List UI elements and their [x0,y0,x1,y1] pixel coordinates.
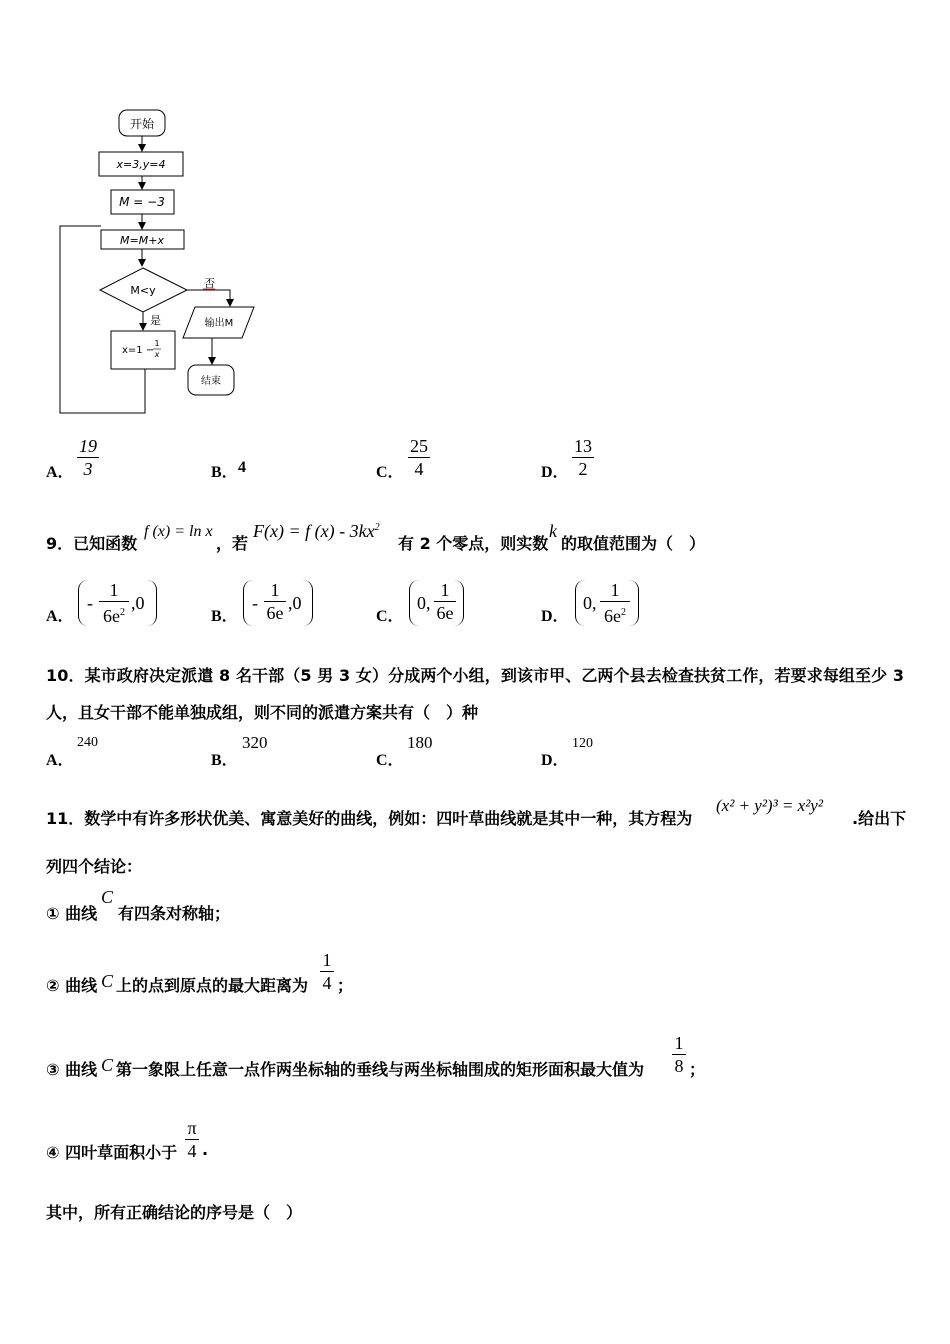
condition-label: M<y [130,284,156,297]
q11-line-2: 列四个结论： [46,857,143,876]
q8-option-c-fraction [408,436,430,479]
q9-formula-F [253,521,380,542]
q10-option-c-label: C． [376,752,404,769]
q11-conclusion-2-fraction [320,950,334,993]
q9-option-d-den [600,603,630,626]
x-update-label: x=1 − [122,345,155,356]
m-update-label: M=M+x [120,234,164,247]
q9-option-b-label: B． [211,608,238,625]
q9-option-d-head: 0, [583,593,597,613]
q9-option-d-fraction [600,580,630,626]
q8-option-c-num: 25 [410,436,428,456]
q9-option-c-den: 6e [436,603,454,623]
q9-option-b-num: 1 [270,580,280,600]
q9-option-c-head: 0, [417,593,431,613]
q11-question: 其中，所有正确结论的序号是（ ） [46,1203,303,1222]
q11-conclusion-1-prefix: ① 曲线 [46,904,98,923]
q9-option-a-label: A． [46,608,74,625]
x-update-den: x [154,350,160,359]
q11-conclusion-1-var: C [101,887,114,907]
q9-option-d-den-sup: 2 [621,607,626,618]
q9-k: k [549,521,557,541]
q9-option-d-label: D． [541,608,569,625]
q9-option-c-label: C． [376,608,404,625]
q11-conclusion-2-num: 1 [322,950,332,970]
q10-line-1: 10．某市政府决定派遣 8 名干部（5 男 3 女）分成两个小组，到该市甲、乙两个县去检查扶贫工作，若要求每组至少 3 [46,666,905,685]
q8-option-a-fraction [77,436,99,479]
q11-conclusion-4-num: π [187,1118,197,1138]
q9-option-c-fraction [434,580,456,623]
q8-option-b-label: B． [211,464,238,481]
q9-formula-f: f (x) = ln x [144,523,213,540]
q9-option-a-den [99,603,129,626]
q10-option-a-value: 240 [77,735,98,750]
q11-conclusion-2-prefix: ② 曲线 [46,976,98,995]
q11-line-1-tail: .给出下 [852,809,907,828]
q10-option-d-label: D． [541,752,569,769]
q11-conclusion-3-prefix: ③ 曲线 [46,1060,98,1079]
q11-conclusion-2-var: C [101,971,114,991]
q11-conclusion-4-end: . [202,1140,209,1159]
q8-option-c-label: C． [376,464,404,481]
q8-option-d-label: D． [541,464,569,481]
q11-conclusion-4-fraction [185,1118,199,1161]
init-label: x=3,y=4 [116,158,166,171]
q9-option-a-fraction [99,580,129,626]
q8-option-d-den: 2 [578,459,588,479]
q9-number: 9． [46,534,74,553]
q9-option-b-tail: ,0 [288,593,302,613]
q11-conclusion-2-den: 4 [322,973,332,993]
start-label: 开始 [129,117,155,131]
q9-option-d-den-base: 6e [604,606,621,626]
q8-option-c-den: 4 [414,459,424,479]
q9-text-4: 的取值范围为（ ） [561,534,706,553]
q9-option-a-num: 1 [109,580,119,600]
q11-conclusion-3-num: 1 [674,1033,684,1053]
q11-conclusion-4-den: 4 [187,1141,197,1161]
q10-option-d-value: 120 [572,736,593,751]
q9-text-2: ，若 [216,534,249,553]
flowchart [0,0,300,420]
q9-formula-F-body: F(x) = f (x) - 3kx [253,521,375,541]
q9-option-d-num: 1 [610,580,620,600]
q9-formula-F-sup: 2 [374,522,380,533]
q9-option-a-tail: ,0 [131,593,145,613]
q11-line-1: 11．数学中有许多形状优美、寓意美好的曲线，例如：四叶草曲线就是其中一种，其方程为 [46,809,693,828]
q11-equation: (x² + y²)³ = x²y² [716,796,823,815]
q11-conclusion-4-text: ④ 四叶草面积小于 [46,1143,178,1162]
m-init-label: M = −3 [119,195,165,209]
q9-option-c-num: 1 [440,580,450,600]
q8-option-a-den: 3 [83,459,93,479]
q9-text-1: 已知函数 [73,534,138,553]
q11-conclusion-2-text: 上的点到原点的最大距离为 [116,976,309,995]
q8-option-b-value: 4 [238,459,246,476]
q10-option-b-value: 320 [242,733,268,752]
q9-option-b-fraction [264,580,286,623]
q8-option-a-num: 19 [79,436,97,456]
q8-option-a-label: A． [46,464,74,481]
q11-conclusion-3-den: 8 [674,1056,684,1076]
q9-option-b-minus: - [252,593,258,613]
q8-option-d-fraction [572,436,594,479]
yes-label: 是 [150,314,161,327]
q9-text-3: 有 2 个零点，则实数 [398,534,549,553]
q10-option-c-value: 180 [407,733,433,752]
q10-option-a-label: A． [46,752,74,769]
q11-conclusion-3-fraction [672,1033,686,1076]
q10-option-b-label: B． [211,752,238,769]
q8-option-d-num: 13 [574,436,592,456]
end-label: 结束 [201,376,221,387]
q9-option-a-den-base: 6e [103,606,120,626]
output-label: 输出M [204,318,234,329]
q11-conclusion-2-end: ； [337,976,354,995]
q10-line-2: 人，且女干部不能单独成组，则不同的派遣方案共有（ ）种 [46,703,479,722]
q11-conclusion-3-var: C [101,1055,114,1075]
q11-conclusion-1-text: 有四条对称轴； [118,904,231,923]
q9-option-b-den: 6e [266,603,284,623]
q11-conclusion-3-text: 第一象限上任意一点作两坐标轴的垂线与两坐标轴围成的矩形面积最大值为 [116,1060,645,1079]
q9-stem [46,531,137,554]
q11-conclusion-3-end: ； [689,1060,706,1079]
q9-option-a-den-sup: 2 [120,607,125,618]
x-update-num: 1 [154,339,160,348]
no-label: 否 [204,277,215,290]
q9-option-a-minus: - [87,593,93,613]
